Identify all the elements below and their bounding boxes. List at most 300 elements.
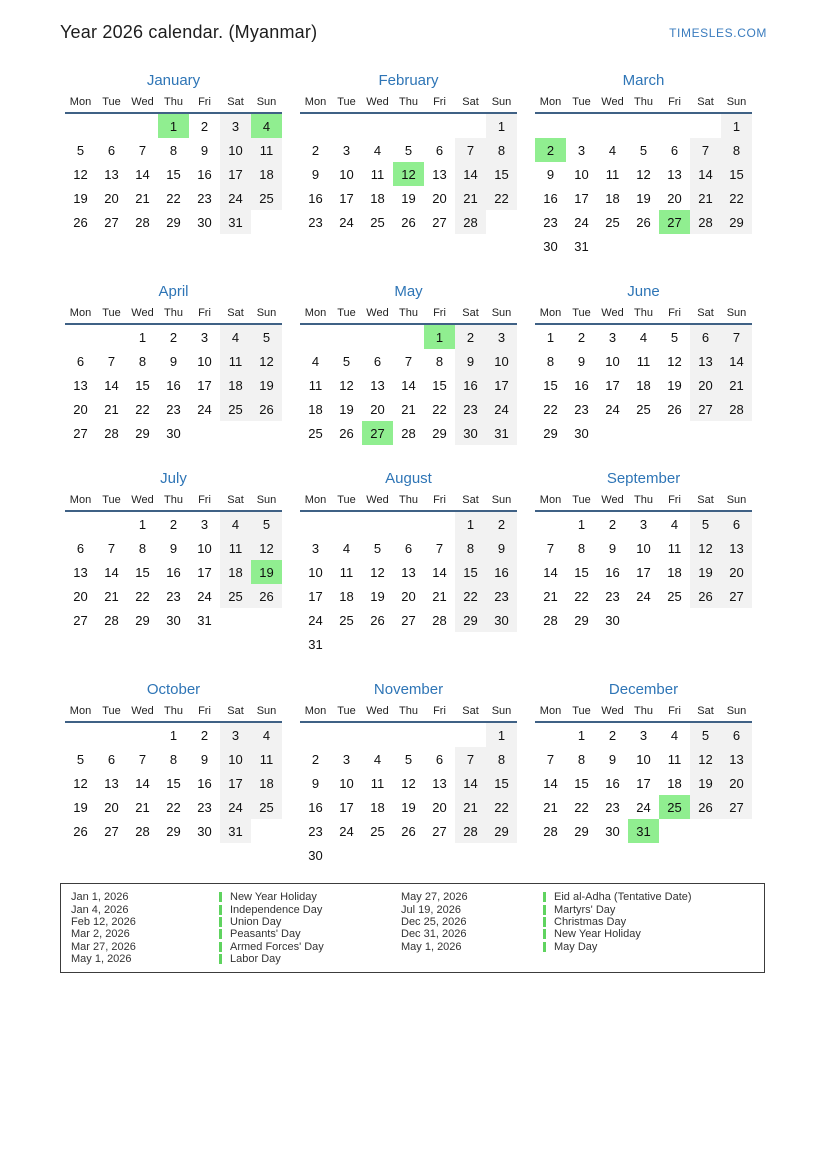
day-cell: 20 xyxy=(104,799,119,815)
day-cell: 29 xyxy=(432,425,447,441)
day-cell: 1 xyxy=(486,723,517,747)
weekday-header: Wed xyxy=(601,494,624,506)
day-cell: 12 xyxy=(370,564,385,580)
legend-holiday-name: Peasants' Day xyxy=(230,928,301,941)
month-title-april[interactable]: April xyxy=(158,283,189,300)
day-cell: 7 xyxy=(107,540,116,556)
day-cell: 20 xyxy=(667,190,682,206)
day-cell: 4 xyxy=(220,512,251,536)
day-cell-empty xyxy=(424,632,455,656)
weekday-header: Mon xyxy=(539,494,562,506)
day-cell: 19 xyxy=(73,799,88,815)
day-cell: 22 xyxy=(721,186,752,210)
day-cell: 25 xyxy=(251,795,282,819)
day-cell: 28 xyxy=(104,612,119,628)
day-cell: 22 xyxy=(543,401,558,417)
month-october xyxy=(65,681,282,843)
day-cell: 20 xyxy=(401,588,416,604)
holiday-marker-icon xyxy=(543,917,546,927)
day-cell: 19 xyxy=(251,373,282,397)
weekday-header: Sun xyxy=(256,494,277,506)
weekday-header: Sun xyxy=(491,494,512,506)
day-cell-empty xyxy=(455,114,486,138)
weekday-header: Sun xyxy=(256,705,277,717)
day-cell: 7 xyxy=(138,751,147,767)
day-cell: 15 xyxy=(721,162,752,186)
day-cell: 26 xyxy=(401,214,416,230)
day-cell-empty xyxy=(566,114,597,138)
day-cell: 4 xyxy=(251,114,282,138)
day-cell: 19 xyxy=(690,560,721,584)
weekday-header: Thu xyxy=(399,705,418,717)
day-cell: 2 xyxy=(608,727,617,743)
day-cell-empty xyxy=(96,512,127,536)
day-cell: 16 xyxy=(543,190,558,206)
day-cell: 31 xyxy=(220,819,251,843)
legend-holiday-name: New Year Holiday xyxy=(230,891,317,904)
day-cell: 21 xyxy=(455,186,486,210)
day-cell: 30 xyxy=(166,612,181,628)
legend-date: Mar 27, 2026 xyxy=(71,940,136,953)
day-cell: 15 xyxy=(574,564,589,580)
day-cell: 23 xyxy=(197,190,212,206)
weekday-header: Thu xyxy=(164,705,183,717)
day-cell: 16 xyxy=(574,377,589,393)
legend-date: Dec 25, 2026 xyxy=(401,915,467,928)
day-cell: 2 xyxy=(486,512,517,536)
month-may xyxy=(300,283,517,445)
day-cell: 22 xyxy=(455,584,486,608)
day-cell: 11 xyxy=(308,377,323,393)
day-cell: 8 xyxy=(138,353,147,369)
legend-holiday-name: Martyrs' Day xyxy=(554,903,616,916)
day-cell: 6 xyxy=(435,751,444,767)
weekday-header: Tue xyxy=(572,307,591,319)
weekday-header: Fri xyxy=(433,96,446,108)
day-cell-empty xyxy=(721,234,752,258)
weekday-header: Sat xyxy=(697,705,714,717)
day-cell: 3 xyxy=(342,142,351,158)
weekday-header: Tue xyxy=(337,96,356,108)
day-cell: 9 xyxy=(169,353,178,369)
day-cell: 4 xyxy=(251,723,282,747)
day-cell: 3 xyxy=(639,516,648,532)
day-cell: 6 xyxy=(404,540,413,556)
day-cell: 23 xyxy=(486,584,517,608)
day-cell: 27 xyxy=(432,214,447,230)
day-cell: 3 xyxy=(200,329,209,345)
month-title-november[interactable]: November xyxy=(373,681,444,698)
day-cell: 23 xyxy=(308,214,323,230)
day-cell-empty xyxy=(251,421,282,445)
day-cell-empty xyxy=(455,632,486,656)
day-cell: 8 xyxy=(169,142,178,158)
weekday-header: Sat xyxy=(227,307,244,319)
day-cell-empty xyxy=(220,608,251,632)
day-cell-empty xyxy=(393,723,424,747)
day-cell-empty xyxy=(393,843,424,867)
day-cell: 14 xyxy=(690,162,721,186)
day-cell-empty xyxy=(300,325,331,349)
weekday-header: Mon xyxy=(69,307,92,319)
day-cell: 28 xyxy=(432,612,447,628)
day-cell-empty xyxy=(597,421,628,445)
day-cell: 31 xyxy=(220,210,251,234)
day-cell: 1 xyxy=(721,114,752,138)
weekday-header: Fri xyxy=(433,494,446,506)
day-cell: 22 xyxy=(574,799,589,815)
month-title-december[interactable]: December xyxy=(608,681,679,698)
day-cell: 3 xyxy=(311,540,320,556)
legend-holiday-name: May Day xyxy=(554,940,598,953)
day-cell-empty xyxy=(362,843,393,867)
day-cell: 26 xyxy=(339,425,354,441)
day-cell: 12 xyxy=(251,536,282,560)
weekday-header: Tue xyxy=(337,705,356,717)
day-cell: 17 xyxy=(636,775,651,791)
weekday-header: Mon xyxy=(304,705,327,717)
month-title-september[interactable]: September xyxy=(606,470,681,487)
day-cell: 12 xyxy=(667,353,682,369)
day-cell: 10 xyxy=(636,751,651,767)
weekday-header: Tue xyxy=(337,494,356,506)
day-cell: 13 xyxy=(432,166,447,182)
day-cell: 26 xyxy=(636,214,651,230)
day-cell: 9 xyxy=(200,751,209,767)
day-cell: 9 xyxy=(455,349,486,373)
day-cell: 5 xyxy=(251,325,282,349)
day-cell: 6 xyxy=(721,723,752,747)
day-cell: 30 xyxy=(455,421,486,445)
day-cell: 17 xyxy=(339,190,354,206)
day-cell: 19 xyxy=(667,377,682,393)
day-cell-empty xyxy=(362,632,393,656)
day-cell: 12 xyxy=(339,377,354,393)
day-cell-empty xyxy=(659,421,690,445)
day-cell: 13 xyxy=(104,166,119,182)
month-title-march[interactable]: March xyxy=(622,72,665,89)
day-cell: 23 xyxy=(455,397,486,421)
day-cell-empty xyxy=(251,819,282,843)
day-cell-empty xyxy=(424,723,455,747)
weekday-header: Fri xyxy=(668,705,681,717)
day-cell-empty xyxy=(486,843,517,867)
weekday-header: Sat xyxy=(697,307,714,319)
weekday-header: Wed xyxy=(366,705,389,717)
day-cell: 1 xyxy=(546,329,555,345)
day-cell: 20 xyxy=(370,401,385,417)
day-cell: 28 xyxy=(135,823,150,839)
day-cell: 10 xyxy=(197,353,212,369)
weekday-header: Thu xyxy=(399,307,418,319)
day-cell-empty xyxy=(300,723,331,747)
day-cell: 26 xyxy=(251,397,282,421)
day-cell: 26 xyxy=(73,214,88,230)
day-cell: 1 xyxy=(577,727,586,743)
month-title-june[interactable]: June xyxy=(627,283,660,300)
day-cell: 25 xyxy=(667,588,682,604)
day-cell-empty xyxy=(331,325,362,349)
weekday-header: Sun xyxy=(256,96,277,108)
day-cell: 22 xyxy=(486,186,517,210)
day-cell: 8 xyxy=(577,751,586,767)
month-grid-august xyxy=(300,493,517,656)
day-cell: 20 xyxy=(432,190,447,206)
day-cell: 29 xyxy=(166,214,181,230)
weekday-header: Thu xyxy=(399,494,418,506)
day-cell: 6 xyxy=(373,353,382,369)
month-february xyxy=(300,72,517,234)
day-cell: 12 xyxy=(401,775,416,791)
day-cell: 17 xyxy=(486,373,517,397)
day-cell: 29 xyxy=(135,425,150,441)
day-cell: 8 xyxy=(546,353,555,369)
holiday-marker-icon xyxy=(219,917,222,927)
day-cell: 20 xyxy=(721,560,752,584)
day-cell: 2 xyxy=(200,118,209,134)
weekday-header: Tue xyxy=(337,307,356,319)
day-cell-empty xyxy=(96,114,127,138)
day-cell: 5 xyxy=(373,540,382,556)
day-cell: 10 xyxy=(220,138,251,162)
day-cell: 15 xyxy=(135,564,150,580)
day-cell: 16 xyxy=(197,775,212,791)
day-cell: 28 xyxy=(104,425,119,441)
day-cell: 11 xyxy=(605,166,620,182)
day-cell: 16 xyxy=(197,166,212,182)
day-cell: 23 xyxy=(308,823,323,839)
month-title-august[interactable]: August xyxy=(385,470,432,487)
day-cell: 20 xyxy=(432,799,447,815)
day-cell: 14 xyxy=(135,166,150,182)
day-cell-empty xyxy=(362,723,393,747)
day-cell: 29 xyxy=(574,823,589,839)
weekday-header: Tue xyxy=(102,307,121,319)
day-cell: 5 xyxy=(76,751,85,767)
day-cell: 17 xyxy=(339,799,354,815)
day-cell: 29 xyxy=(486,819,517,843)
day-cell-empty xyxy=(455,723,486,747)
legend-holiday-name: New Year Holiday xyxy=(554,928,641,941)
day-cell-empty xyxy=(393,632,424,656)
day-cell: 15 xyxy=(486,771,517,795)
months-grid xyxy=(65,72,767,867)
day-cell: 8 xyxy=(721,138,752,162)
day-cell: 26 xyxy=(251,584,282,608)
day-cell: 25 xyxy=(308,425,323,441)
day-cell: 28 xyxy=(690,210,721,234)
day-cell: 13 xyxy=(73,564,88,580)
day-cell: 6 xyxy=(435,142,444,158)
weekday-header: Tue xyxy=(102,705,121,717)
day-cell: 13 xyxy=(370,377,385,393)
weekday-header: Sat xyxy=(462,307,479,319)
day-cell: 17 xyxy=(308,588,323,604)
legend-entry xyxy=(71,941,401,953)
weekday-header: Fri xyxy=(198,307,211,319)
day-cell-empty xyxy=(455,843,486,867)
month-title-february[interactable]: February xyxy=(378,72,439,89)
day-cell: 11 xyxy=(251,138,282,162)
day-cell-empty xyxy=(331,114,362,138)
day-cell: 14 xyxy=(104,377,119,393)
month-grid-december xyxy=(535,704,752,843)
day-cell: 22 xyxy=(166,799,181,815)
legend-date: Jan 1, 2026 xyxy=(71,891,129,904)
weekday-header: Tue xyxy=(572,494,591,506)
day-cell: 18 xyxy=(251,162,282,186)
day-cell: 4 xyxy=(373,142,382,158)
day-cell: 26 xyxy=(667,401,682,417)
month-grid-may xyxy=(300,306,517,445)
day-cell: 22 xyxy=(486,795,517,819)
site-link[interactable]: TIMESLES.COM xyxy=(669,26,767,40)
day-cell: 15 xyxy=(486,162,517,186)
day-cell-empty xyxy=(331,512,362,536)
day-cell: 16 xyxy=(308,799,323,815)
month-june xyxy=(535,283,752,445)
day-cell: 14 xyxy=(455,771,486,795)
day-cell: 2 xyxy=(608,516,617,532)
weekday-header: Fri xyxy=(433,307,446,319)
month-title-january[interactable]: January xyxy=(146,72,201,89)
day-cell: 5 xyxy=(251,512,282,536)
day-cell-empty xyxy=(659,234,690,258)
day-cell: 11 xyxy=(220,349,251,373)
day-cell: 4 xyxy=(670,516,679,532)
day-cell-empty xyxy=(659,819,690,843)
day-cell-empty xyxy=(65,723,96,747)
day-cell: 6 xyxy=(107,142,116,158)
day-cell: 7 xyxy=(435,540,444,556)
day-cell-empty xyxy=(597,234,628,258)
day-cell: 7 xyxy=(455,138,486,162)
day-cell: 25 xyxy=(220,584,251,608)
day-cell: 30 xyxy=(605,612,620,628)
day-cell: 29 xyxy=(166,823,181,839)
day-cell: 16 xyxy=(166,377,181,393)
weekday-header: Sat xyxy=(462,96,479,108)
legend-entry xyxy=(401,928,692,940)
day-cell: 12 xyxy=(636,166,651,182)
legend-holiday-name: Christmas Day xyxy=(554,915,627,928)
day-cell: 3 xyxy=(608,329,617,345)
day-cell: 12 xyxy=(73,775,88,791)
weekday-header: Mon xyxy=(304,96,327,108)
day-cell: 30 xyxy=(308,847,323,863)
weekday-header: Mon xyxy=(539,705,562,717)
weekday-header: Wed xyxy=(131,307,154,319)
day-cell: 7 xyxy=(404,353,413,369)
day-cell: 10 xyxy=(636,540,651,556)
day-cell: 28 xyxy=(543,823,558,839)
day-cell-empty xyxy=(220,421,251,445)
day-cell: 23 xyxy=(605,799,620,815)
day-cell: 29 xyxy=(135,612,150,628)
month-grid-february xyxy=(300,95,517,234)
weekday-header: Fri xyxy=(433,705,446,717)
day-cell: 25 xyxy=(370,214,385,230)
day-cell: 8 xyxy=(486,138,517,162)
legend-holiday-name: Armed Forces' Day xyxy=(230,940,324,953)
weekday-header: Sat xyxy=(227,96,244,108)
day-cell: 6 xyxy=(690,325,721,349)
weekday-header: Sat xyxy=(227,494,244,506)
weekday-header: Wed xyxy=(601,96,624,108)
day-cell-empty xyxy=(300,114,331,138)
holiday-marker-icon xyxy=(219,905,222,915)
legend-entry xyxy=(401,916,692,928)
legend-holiday-name: Independence Day xyxy=(230,903,323,916)
day-cell: 15 xyxy=(166,166,181,182)
day-cell: 27 xyxy=(401,612,416,628)
legend-date: Jan 4, 2026 xyxy=(71,903,129,916)
weekday-header: Mon xyxy=(304,494,327,506)
day-cell: 21 xyxy=(721,373,752,397)
legend-date: Jul 19, 2026 xyxy=(401,903,461,916)
day-cell: 11 xyxy=(370,166,385,182)
day-cell: 19 xyxy=(636,190,651,206)
day-cell-empty xyxy=(721,421,752,445)
day-cell-empty xyxy=(690,234,721,258)
weekday-header: Fri xyxy=(668,307,681,319)
page-title: Year 2026 calendar. (Myanmar) xyxy=(60,22,318,42)
legend-date: Feb 12, 2026 xyxy=(71,915,136,928)
day-cell-empty xyxy=(424,843,455,867)
day-cell: 13 xyxy=(401,564,416,580)
day-cell: 23 xyxy=(166,401,181,417)
weekday-header: Thu xyxy=(164,494,183,506)
day-cell: 21 xyxy=(455,795,486,819)
month-title-october[interactable]: October xyxy=(146,681,201,698)
day-cell: 25 xyxy=(220,397,251,421)
weekday-header: Tue xyxy=(572,96,591,108)
day-cell: 8 xyxy=(169,751,178,767)
day-cell: 9 xyxy=(546,166,555,182)
weekday-header: Wed xyxy=(131,705,154,717)
day-cell: 5 xyxy=(690,723,721,747)
day-cell-empty xyxy=(393,512,424,536)
month-january xyxy=(65,72,282,234)
day-cell: 28 xyxy=(455,819,486,843)
day-cell: 24 xyxy=(339,823,354,839)
day-cell: 18 xyxy=(308,401,323,417)
day-cell: 21 xyxy=(135,799,150,815)
weekday-header: Thu xyxy=(399,96,418,108)
day-cell: 10 xyxy=(574,166,589,182)
day-cell: 22 xyxy=(432,401,447,417)
month-title-may[interactable]: May xyxy=(394,283,423,300)
day-cell: 22 xyxy=(166,190,181,206)
day-cell: 19 xyxy=(401,190,416,206)
day-cell: 2 xyxy=(311,751,320,767)
day-cell-empty xyxy=(393,325,424,349)
weekday-header: Wed xyxy=(601,307,624,319)
month-september xyxy=(535,470,752,632)
month-november xyxy=(300,681,517,867)
weekday-header: Mon xyxy=(69,705,92,717)
month-title-july[interactable]: July xyxy=(160,470,187,487)
day-cell: 25 xyxy=(251,186,282,210)
legend-holiday-name: Labor Day xyxy=(230,953,281,966)
day-cell: 3 xyxy=(200,516,209,532)
day-cell: 17 xyxy=(220,771,251,795)
day-cell: 29 xyxy=(574,612,589,628)
day-cell: 4 xyxy=(220,325,251,349)
day-cell: 25 xyxy=(605,214,620,230)
day-cell: 4 xyxy=(311,353,320,369)
day-cell: 6 xyxy=(107,751,116,767)
